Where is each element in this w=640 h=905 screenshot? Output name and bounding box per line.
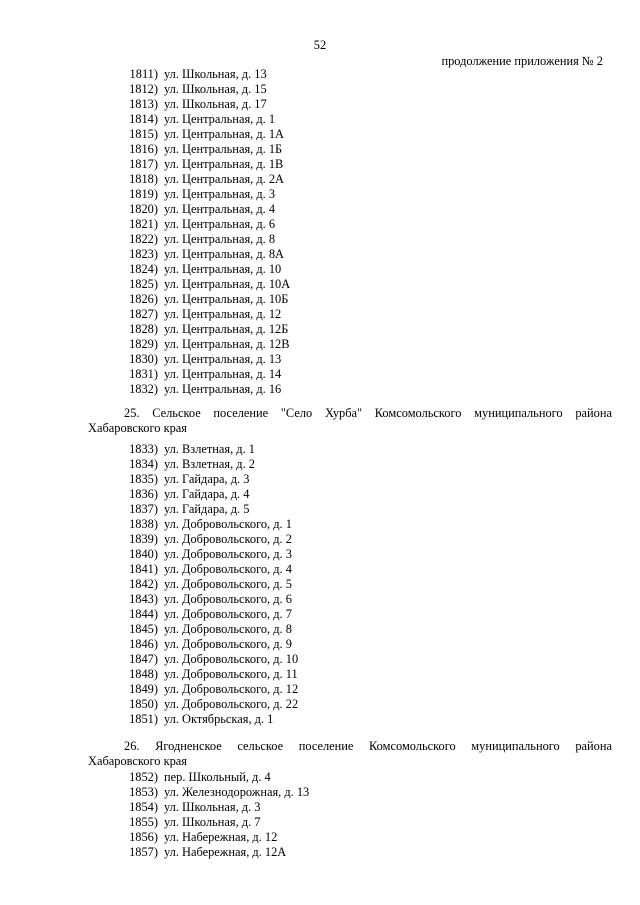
list-item	[0, 67, 640, 82]
list-item-address: ул. Добровольского, д. 3	[164, 547, 292, 561]
list-item-address: ул. Центральная, д. 1Б	[164, 142, 283, 156]
list-item	[0, 785, 640, 800]
list-item	[0, 667, 640, 682]
section-heading-26-text: 26. Ягодненское сельское поселение Комсомольского муниципального района Хабаровского края	[88, 739, 612, 768]
list-item-number: 1822)	[129, 232, 158, 246]
list-item-address: ул. Центральная, д. 16	[164, 382, 282, 396]
list-item-address: ул. Добровольского, д. 9	[164, 637, 292, 651]
address-list-block-2	[0, 442, 640, 727]
list-item-address: ул. Добровольского, д. 5	[164, 577, 292, 591]
list-item	[0, 830, 640, 845]
list-item	[0, 457, 640, 472]
list-item-address: ул. Центральная, д. 8А	[164, 247, 284, 261]
list-item	[0, 307, 640, 322]
list-item-address: ул. Центральная, д. 1А	[164, 127, 284, 141]
list-item	[0, 487, 640, 502]
list-item-address: ул. Центральная, д. 12	[164, 307, 282, 321]
list-item-address: ул. Добровольского, д. 8	[164, 622, 292, 636]
list-item-address: ул. Центральная, д. 2А	[164, 172, 284, 186]
list-item-number: 1842)	[129, 577, 158, 591]
list-item	[0, 202, 640, 217]
list-item	[0, 172, 640, 187]
list-item-address: ул. Железнодорожная, д. 13	[164, 785, 310, 799]
list-item-number: 1829)	[129, 337, 158, 351]
list-item	[0, 337, 640, 352]
list-item-number: 1846)	[129, 637, 158, 651]
list-item-number: 1834)	[129, 457, 158, 471]
list-item	[0, 815, 640, 830]
list-item-number: 1849)	[129, 682, 158, 696]
list-item-address: ул. Добровольского, д. 22	[164, 697, 299, 711]
list-item-number: 1820)	[129, 202, 158, 216]
list-item-number: 1824)	[129, 262, 158, 276]
list-item-address: ул. Добровольского, д. 12	[164, 682, 299, 696]
list-item-number: 1840)	[129, 547, 158, 561]
list-item	[0, 382, 640, 397]
list-item	[0, 637, 640, 652]
list-item	[0, 592, 640, 607]
list-item-number: 1833)	[129, 442, 158, 456]
list-item-number: 1827)	[129, 307, 158, 321]
list-item	[0, 367, 640, 382]
list-item-number: 1830)	[129, 352, 158, 366]
list-item	[0, 142, 640, 157]
list-item	[0, 232, 640, 247]
list-item-number: 1819)	[129, 187, 158, 201]
list-item	[0, 97, 640, 112]
list-item	[0, 292, 640, 307]
list-item	[0, 247, 640, 262]
list-item-address: ул. Гайдара, д. 5	[164, 502, 250, 516]
list-item	[0, 697, 640, 712]
list-item-number: 1835)	[129, 472, 158, 486]
list-item-address: пер. Школьный, д. 4	[164, 770, 271, 784]
list-item-address: ул. Центральная, д. 14	[164, 367, 282, 381]
list-item-number: 1847)	[129, 652, 158, 666]
list-item	[0, 607, 640, 622]
list-item-address: ул. Центральная, д. 10	[164, 262, 282, 276]
list-item	[0, 157, 640, 172]
list-item-number: 1814)	[129, 112, 158, 126]
list-item-address: ул. Гайдара, д. 4	[164, 487, 250, 501]
list-item-number: 1845)	[129, 622, 158, 636]
list-item	[0, 712, 640, 727]
list-item-number: 1850)	[129, 697, 158, 711]
list-item	[0, 442, 640, 457]
list-item-number: 1852)	[129, 770, 158, 784]
list-item-address: ул. Добровольского, д. 4	[164, 562, 292, 576]
section-heading-26	[0, 739, 640, 769]
list-item-number: 1811)	[129, 67, 158, 81]
list-item-number: 1831)	[129, 367, 158, 381]
list-item	[0, 262, 640, 277]
list-item-address: ул. Взлетная, д. 2	[164, 457, 256, 471]
address-list-block-3	[0, 770, 640, 860]
list-item-number: 1836)	[129, 487, 158, 501]
list-item-address: ул. Школьная, д. 15	[164, 82, 267, 96]
list-item	[0, 352, 640, 367]
list-item-number: 1855)	[129, 815, 158, 829]
list-item-number: 1839)	[129, 532, 158, 546]
list-item-address: ул. Школьная, д. 17	[164, 97, 267, 111]
list-item-number: 1825)	[129, 277, 158, 291]
list-item-address: ул. Центральная, д. 3	[164, 187, 276, 201]
list-item-number: 1826)	[129, 292, 158, 306]
list-item	[0, 622, 640, 637]
list-item-address: ул. Центральная, д. 4	[164, 202, 276, 216]
list-item-number: 1815)	[129, 127, 158, 141]
list-item-number: 1828)	[129, 322, 158, 336]
list-item	[0, 187, 640, 202]
list-item-number: 1818)	[129, 172, 158, 186]
list-item-number: 1854)	[129, 800, 158, 814]
section-heading-25-text: 25. Сельское поселение "Село Хурба" Комсомольского муниципального района Хабаровского края	[88, 406, 612, 435]
list-item	[0, 217, 640, 232]
list-item-address: ул. Центральная, д. 1	[164, 112, 276, 126]
list-item	[0, 517, 640, 532]
list-item-address: ул. Школьная, д. 3	[164, 800, 261, 814]
list-item-number: 1817)	[129, 157, 158, 171]
list-item	[0, 502, 640, 517]
list-item-address: ул. Добровольского, д. 11	[164, 667, 298, 681]
address-list-block-1	[0, 67, 640, 397]
list-item-address: ул. Добровольского, д. 2	[164, 532, 292, 546]
list-item-address: ул. Центральная, д. 12Б	[164, 322, 289, 336]
list-item-number: 1848)	[129, 667, 158, 681]
list-item-address: ул. Центральная, д. 8	[164, 232, 276, 246]
list-item-number: 1838)	[129, 517, 158, 531]
list-item-address: ул. Взлетная, д. 1	[164, 442, 256, 456]
list-item-address: ул. Центральная, д. 1В	[164, 157, 284, 171]
list-item	[0, 845, 640, 860]
list-item-address: ул. Добровольского, д. 7	[164, 607, 292, 621]
list-item-number: 1857)	[129, 845, 158, 859]
list-item-address: ул. Гайдара, д. 3	[164, 472, 250, 486]
list-item	[0, 770, 640, 785]
list-item	[0, 532, 640, 547]
list-item-number: 1832)	[129, 382, 158, 396]
list-item-address: ул. Добровольского, д. 6	[164, 592, 292, 606]
list-item-address: ул. Центральная, д. 6	[164, 217, 276, 231]
list-item-address: ул. Центральная, д. 10А	[164, 277, 291, 291]
list-item-address: ул. Набережная, д. 12А	[164, 845, 287, 859]
list-item-number: 1843)	[129, 592, 158, 606]
list-item	[0, 577, 640, 592]
appendix-continuation-note: продолжение приложения № 2	[441, 54, 603, 68]
list-item	[0, 547, 640, 562]
list-item-number: 1856)	[129, 830, 158, 844]
list-item-number: 1844)	[129, 607, 158, 621]
section-heading-25	[0, 406, 640, 436]
list-item-number: 1841)	[129, 562, 158, 576]
page-number: 52	[313, 38, 327, 52]
list-item-number: 1851)	[129, 712, 158, 726]
list-item-number: 1837)	[129, 502, 158, 516]
list-item-number: 1812)	[129, 82, 158, 96]
list-item	[0, 322, 640, 337]
list-item-address: ул. Школьная, д. 13	[164, 67, 267, 81]
list-item	[0, 82, 640, 97]
list-item-number: 1821)	[129, 217, 158, 231]
list-item	[0, 127, 640, 142]
list-item-address: ул. Школьная, д. 7	[164, 815, 261, 829]
list-item-number: 1813)	[129, 97, 158, 111]
list-item-number: 1823)	[129, 247, 158, 261]
list-item-number: 1853)	[129, 785, 158, 799]
list-item-address: ул. Набережная, д. 12	[164, 830, 278, 844]
list-item-address: ул. Добровольского, д. 1	[164, 517, 292, 531]
list-item	[0, 800, 640, 815]
list-item-address: ул. Центральная, д. 12В	[164, 337, 290, 351]
list-item	[0, 682, 640, 697]
list-item-number: 1816)	[129, 142, 158, 156]
list-item-address: ул. Центральная, д. 10Б	[164, 292, 289, 306]
list-item-address: ул. Центральная, д. 13	[164, 352, 282, 366]
list-item	[0, 472, 640, 487]
list-item	[0, 652, 640, 667]
list-item	[0, 277, 640, 292]
list-item-address: ул. Добровольского, д. 10	[164, 652, 299, 666]
list-item	[0, 112, 640, 127]
list-item-address: ул. Октябрьская, д. 1	[164, 712, 274, 726]
list-item	[0, 562, 640, 577]
